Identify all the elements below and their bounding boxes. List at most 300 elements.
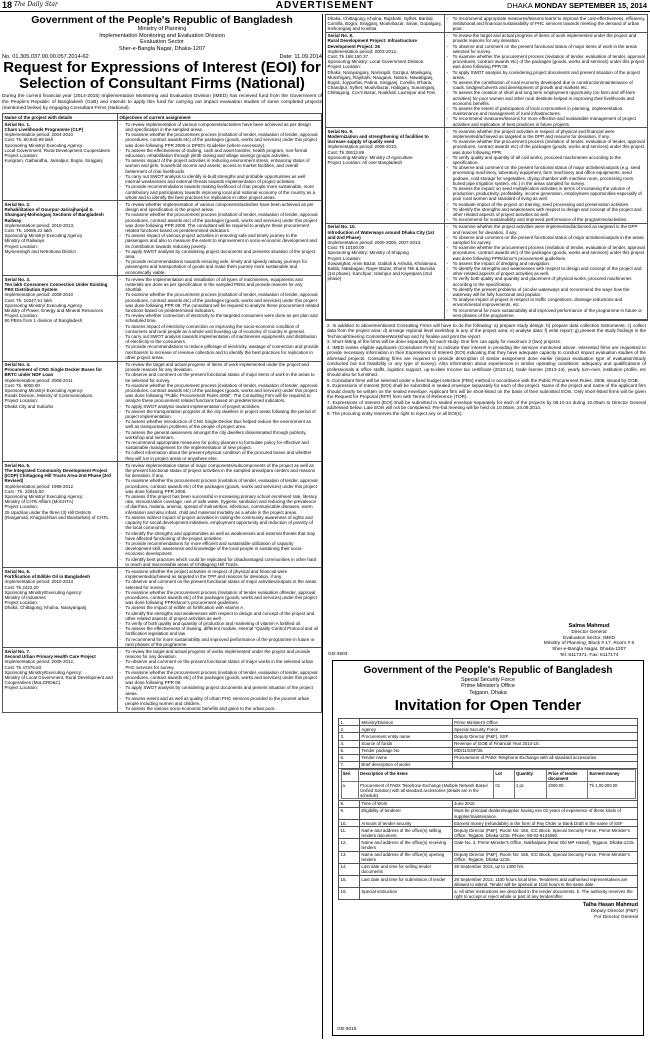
project-detail-line: Sponsoring Ministry/ Executing Agency — [4, 302, 83, 308]
eoi-division: Implementation Monitoring and Evaluation Division — [99, 32, 225, 39]
tender-row — [339, 820, 638, 827]
tender-signature-block — [338, 903, 638, 920]
tender-row — [339, 800, 638, 807]
eoi-note-item: 6. Expressions of Interest (EOI) shall be submitted in sealed envelope separately for each of the project. Name of the project and name of the applicant firm should clearly be written on the sealed envelope. Applicant firm will be short-listed on the basis of their submitted EOIs. Only short-listed firms will be given the Request for Proposal (RFP) form with Terms of Reference (TOR). — [327, 383, 646, 400]
tender-cell: 16. — [339, 888, 360, 900]
project-row — [326, 15, 648, 33]
tender-cell: Deputy Director (P&F), SSF — [452, 733, 637, 740]
eoi-gd-code: GD-3503 — [328, 652, 348, 657]
objective-item: - To observe and comment on the present functional status of major items of work in the areas selected for survey. — [447, 44, 646, 54]
tender-cell: 10. — [339, 820, 360, 827]
project-detail-line: Project Location: — [4, 600, 39, 606]
project-row — [3, 648, 322, 712]
tender-government: Government of the People's Republic of Bangladesh — [363, 665, 613, 676]
objective-item: - To apply SWOT analysis by considering project documents and presents situation of the project area. — [119, 249, 319, 259]
objective-item: - To carry out SWOT analysis towards implementation of machineries equipments and distribution of electricity to the consumers. — [119, 334, 319, 344]
project-details-cell — [326, 15, 445, 33]
tender-items-head-cell: Quantity — [514, 770, 546, 782]
project-detail-line: Dhaka, Chittagong, Khulna, Rajshahi, Sylhet, Barisal, Comilla, Bogra, Sirajganj, Moulvibazar, Savar, Gopalganj, Kishoreganj and Kushtia — [327, 15, 442, 31]
objective-item: - To identify the strengths and weaknesses with respect to design and concept of the project and other related aspects of project activities as well. — [447, 266, 646, 276]
eoi-ref-date: Date: 11.09.2014 — [279, 54, 322, 61]
project-detail-line: Cost: Tk 10100.00 — [327, 245, 365, 251]
tender-cell: Gate No. 4, Prime Minister's Office, Nakhalpara (Near Old MP Hostel), Tejgaon, Dhaka-1215. — [452, 839, 637, 851]
objective-item: - To assess the transportation progress of the city dwellers in project areas following the period of project implementation. — [119, 409, 319, 419]
tender-cell: 12. — [339, 839, 360, 851]
objective-item: - To assess the general awareness amongst the city dwellers disseminated through publicity, workshop and seminars. — [119, 430, 319, 440]
objective-item: - To analyse impact of project in respect to traffic congestions, drainage reductions and environmental improvements, etc. — [447, 297, 646, 307]
project-detail-line: Implementation period: 2000-2005, 2007-2013, — [327, 240, 422, 246]
eoi-signature-block — [534, 624, 644, 659]
project-serial: Serial No. 10. — [327, 224, 356, 230]
tender-row — [339, 726, 638, 733]
project-detail-line: Cost: Tk 30612.89 — [327, 149, 365, 155]
project-detail-line: Implementation period: 2008-2010 — [4, 292, 74, 298]
project-objectives-cell — [117, 201, 321, 276]
tender-items-head-cell: Lot — [494, 770, 515, 782]
eoi-note-item: 8. The procuring entity reserves the right to reject any or all EOI(s). — [327, 410, 463, 416]
project-detail-line: Sponsoring Ministry/ Executing Agency — [4, 233, 83, 239]
project-serial: Serial No. 9. — [327, 128, 354, 134]
objective-item: - To examine whether the procurement process (invitation of tender, evaluation of tender, approval procedures, contract awards etc) of the packages (goods, works and services) under this project was done following PPR/donor's procurement guidelines. — [447, 245, 646, 261]
objective-item: - To identify the strengths and weaknesses with respect to design and concept of the project and other related aspects of project activities as well. — [119, 611, 319, 621]
tender-cell: 28 September 2014, up to 1300 hrs. — [452, 863, 637, 875]
objective-item: - To apply SWOT analysis by considering project documents and present situation of the project areas. — [447, 70, 646, 80]
objective-item: - To identify the strengths and opportunities as well as weaknesses and external threats that may have affected functioning of the project activities. — [119, 531, 319, 541]
tender-row — [339, 827, 638, 839]
tender-cell: Last date and time for submission of tender — [359, 876, 452, 888]
project-objectives-cell — [445, 128, 648, 224]
objective-item: - To identify the present problems of circular waterways and recommend the ways how the waterway will be fully functional and popular. — [447, 287, 646, 297]
objective-item: - To examine whether the procurement process (invitation of tender, evaluation of tender, approval procedures, contract awards etc) of the packages (goods, works and services) under this project was done following PPR 2008 or DPID's Guideline (where necessary). — [119, 132, 319, 148]
project-detail-line: Cost: Tk 2422.20 — [4, 584, 39, 590]
objective-item: - To provide recommendations towards making livelihood of char people more sustainable, more contributory and participatory towards improving local and national economy of the country as a whole and to identify the best practices for replication in other project areas. — [119, 184, 319, 200]
project-detail-line: Implementation period: 2006-2010, — [327, 144, 398, 150]
objective-item: - To provide recommendations to reduce pilferage of electricity, wastage of connection and provide mechanism to increase of revenue collection and to identify the best practices for replication in other project areas. — [119, 344, 319, 360]
project-title: The Integrated Community Development Project (ICDP) Chittagong Hill Tracts Area-2nd Phase (3rd Revised) — [4, 468, 111, 484]
tender-row — [339, 754, 638, 761]
tender-items-head-cell: Earnest money — [588, 770, 635, 782]
project-detail-line: Cost: Tk. 10247.51 lakh — [4, 297, 52, 303]
tender-cell: 8. — [339, 800, 360, 807]
tender-cell: Revenue of GOB of Financial Year 2014-15. — [452, 740, 637, 747]
tender-row — [339, 863, 638, 875]
signatory-line: Evaluation Sector, IMED — [563, 635, 615, 641]
tender-cell: Source of funds — [359, 740, 452, 747]
tender-cell: June 2015 — [452, 800, 637, 807]
project-details-cell — [326, 32, 445, 128]
tender-cell: Prime Minister's Office — [452, 719, 637, 726]
project-details-cell — [326, 223, 445, 319]
project-detail-line: Sponsoring Ministry/Executing Agency: — [4, 669, 83, 675]
eoi-title-line-2: Selection of Consultant Firms (National) — [19, 75, 305, 93]
issue-date: DHAKA MONDAY SEPTEMBER 15, 2014 — [506, 1, 647, 10]
tender-items-cell: 1 pc — [514, 782, 546, 799]
objective-item: - To recommend appropriate measures for policy planners to formulate policy for effective and sustainable management for the implementation of new project. — [119, 440, 319, 450]
tender-row — [339, 719, 638, 726]
objective-item: - To identify the strengths and weaknesses with respect to design and concept of the project and other related aspects of project activities as well. — [447, 207, 646, 217]
project-objectives-cell — [117, 276, 321, 361]
tender-cell: Brief description of works — [359, 761, 452, 768]
project-title: Rural Development Project: Infrastructure Development Project: 26 — [327, 38, 418, 49]
objective-item: - To identify best practices which could be replicated for disadvantaged communities in other hard to reach and inaccessible areas of Chittagong Hill Tracts. — [119, 557, 319, 567]
tender-row — [339, 839, 638, 851]
tender-items-cell: Tk 1,00,000.00 — [588, 782, 635, 799]
tender-table — [338, 718, 638, 900]
project-details-cell — [3, 361, 118, 462]
project-serial: Serial No. 2. — [4, 201, 31, 207]
tender-items-head-cell: Seri — [341, 770, 359, 782]
eoi-government: Government of the People's Republic of Bangladesh — [31, 14, 293, 26]
objective-item: - To assess the effectiveness of training, cash and asset transfer, health program, non-formal education, rehabilitation through plinth raising and village savings groups activities. — [119, 148, 319, 158]
project-row — [3, 276, 322, 361]
tender-cell: 11. — [339, 827, 360, 839]
project-detail-line: Sponsoring Ministry: Local Government Division. — [327, 59, 425, 65]
tender-cell: 6. — [339, 754, 360, 761]
tender-row — [339, 747, 638, 754]
tender-items-cell: a. — [341, 782, 359, 799]
tender-cell: 5. — [339, 747, 360, 754]
project-serial: Serial No. 3. — [4, 276, 31, 282]
signatory-line: Ministry of Planning, Block # 17, Room # 6 — [543, 641, 635, 647]
tender-cell: 3. — [339, 733, 360, 740]
tender-signatory-name: Talha Hasan Mahmud — [582, 902, 638, 909]
tender-signatory-for: For Director General — [594, 914, 638, 920]
tender-cell: Procurement entity name — [359, 733, 452, 740]
objective-item: - To assess the impact of edible oil fortification with vitamin A. — [119, 605, 319, 610]
tender-row — [339, 807, 638, 819]
tender-cell: Procurement of PABX Telephone Exchange with all standard accessories — [452, 754, 637, 761]
tender-items-head-cell: Price of tender document — [547, 770, 588, 782]
tender-cell: Deputy Director (P&F), Room No: 166, ICC Block, Special Security Force, Prime Minister's Office, Tejgaon, Dhaka-1215. — [452, 851, 637, 863]
project-detail-line: Implementation period: 2010-2013, — [4, 222, 75, 228]
tender-cell: Eligibility of tenderer — [359, 807, 452, 819]
objective-item: - To assess extent and as well as quality of urban PHC services provided to the poorest urban people including women and children. — [119, 696, 319, 706]
tender-title: Invitation for Open Tender — [394, 697, 582, 715]
tender-cell: Tender package No — [359, 747, 452, 754]
project-serial: Serial No. 4. — [4, 362, 31, 367]
tender-cell: 13. — [339, 851, 360, 863]
objective-item: - To assess impact of the project activities in reducing environment stress, enhancing status of women and girls, household income and assets, access to market facilities, and overall betterment of char livelihoods. — [119, 158, 319, 174]
page-number: 18 — [2, 0, 13, 10]
project-detail-line: Implementation period: 2005-2012, — [4, 659, 75, 665]
project-details-cell — [3, 462, 118, 568]
project-detail-line: Project Location: — [4, 153, 39, 159]
signatory-line: Director General — [571, 629, 607, 635]
project-detail-line: Cost: Tk. 60,840.99 lakh — [4, 137, 54, 143]
project-detail-line: Ministry of CHTs Affairs (MoCHTA) — [4, 499, 74, 505]
tender-signatory-title: Deputy Director (P&F) — [590, 909, 638, 915]
project-objectives-cell — [445, 15, 648, 33]
project-detail-line: Sponsoring Ministry/ Executing Agency: — [4, 494, 84, 500]
eoi-notes — [325, 320, 648, 419]
tender-items-cell: 2000.00 — [547, 782, 588, 799]
tender-items-row — [339, 768, 638, 800]
project-detail-line: Cost: Tk. 19086.22 lakh — [4, 227, 52, 233]
tender-items-table — [341, 769, 636, 799]
project-detail-line: Implementation period: 2008-2011 — [4, 377, 73, 383]
project-detail-line: Implementation period: 2004-2010 — [4, 132, 74, 138]
objective-item: - To examine whether the procurement process (invitation of tender, evaluation of tender, approval procedures, contract awards etc) of the packages (goods, works and services) under this project was done following "Public Procurement Rules 2008". The Consulting Firm will be required to analyze these procurement related functions based on predetermined indicators. — [119, 383, 319, 404]
project-detail-line: Sponsoring Ministry: Ministry of Agriculture — [327, 154, 413, 160]
objective-item: - To collect information about the present physical condition of the procured buses and whether they will run in project areas or anywhere else. — [119, 450, 319, 460]
project-detail-line: Project Location: All over Bangladesh — [327, 159, 403, 165]
tender-row — [339, 761, 638, 768]
project-row — [326, 223, 648, 319]
project-detail-line: Project Location: — [4, 504, 39, 510]
objective-item: - To apply SWOT analysis by considering project documents and present situation of the project areas. — [119, 685, 319, 695]
tender-gd-code: GD-3019 — [337, 1027, 357, 1032]
project-detail-line: Cost: Tk 47376.63 — [4, 664, 42, 670]
masthead — [0, 0, 650, 12]
signatory-name: Salma Mahmud — [568, 623, 610, 629]
tender-cell: 9. — [339, 807, 360, 819]
project-detail-line: 25 Upazilas under the three (3) Hill Districts (Rangamati, Khagrachhari and Bandarban) of CHTs. — [4, 509, 110, 520]
tender-row — [339, 733, 638, 740]
project-details-cell — [3, 648, 118, 712]
tender-items-head-cell: Description of the items — [359, 770, 494, 782]
tender-cell: Last date and time for selling tender documents — [359, 863, 452, 875]
objective-item: - To assess the effectiveness of training, different module, internal "Quality Control Protocol and oil fortification legislation and law. — [119, 626, 319, 636]
signatory-line: Tel: 8117371, Fax: 8117174 — [559, 652, 619, 658]
objective-item: - To observe and comment on the present functional status of major activities/outputs (e.g. seed processing machinery, laboratory equipment, farm machinery and office equipments, seed godown, cold storage for vegetables, drying chamber with machine room, processing room, buried pipe irrigation system, etc.) in the areas sampled for survey. — [447, 165, 646, 186]
project-detail-line: Project Location: — [327, 64, 362, 70]
objective-item: - To verify both quality and quantity and placement of physical works, procured machineries according to the specification. — [447, 276, 646, 286]
project-detail-line: Cost: Tk 168,150.37 — [327, 53, 368, 59]
project-serial: Serial No. 8. — [327, 33, 354, 39]
objective-item: - To assess impact of electricity connection on improving the socio-economic condition of consumers and rural people as a whole and boosting up of economy of country in general. — [119, 324, 319, 334]
project-detail-line: Project Location: — [4, 398, 39, 404]
objective-item: - To assess if the project has been successful in increasing primary school enrolment rate, literacy rate, immunization coverage, use of safe water, hygienic sanitation and reducing the prevalence of diarrhea, malaria, anemia, spread of malnutrition, infectious, communicable diseases, worm infestation and also infant, child and maternal mortality as a whole in the project areas. — [119, 494, 319, 515]
project-detail-line: Project Location: — [4, 313, 39, 319]
tender-cell — [452, 761, 637, 768]
project-details-cell — [326, 128, 445, 224]
objective-item: - To recommend appropriate measures/lessons learnt to improve the cost-effectiveness, efficiency, institutional and financial sustainability of PHC services towards meeting the demand of urban poor. — [447, 16, 646, 32]
objective-item: - To examine whether the procurement process (Invitation of tender evaluation offender, approval procedures, contract awards etc) of the packages (goods, works and services) under this project was done following PPR/donor's procurement guidelines. — [119, 590, 319, 606]
tender-row — [339, 876, 638, 888]
objective-item: - To examine whether the procurement process (invitation of tender, evaluation of tender, approval procedures, contract awards etc) of the packages (goods, works and services) under this project was done following PPR 08. — [119, 670, 319, 686]
objective-item: - To review the target and actual progress of works implemented under the project and provide reasons for any deviation. — [119, 649, 319, 659]
objective-item: - To apply SWOT analysis toward implementation of project activities. — [119, 404, 319, 409]
project-detail-line: Dhaka, Narayanganj, Narsingdi, Gazipur, Manikganj, Munshiganj, Rajshahi, Naogaon, Natore, Nawabganj, Bogra, Joypurhat, Pabna, Sirajganj, Comilla, B'baria, Chandpur, Sylhet, Moulvibazar, Habiganj, Sunamganj, Chittagong, Cox's Bazar, Noakhali, Laxmipur and Feni — [327, 69, 436, 96]
tender-cell: Name and address of the office(s) opening tenders — [359, 851, 452, 863]
project-detail-line: Sponsoring Ministry/ Executing Agency: — [4, 388, 84, 394]
project-title: Ten lakh Consumers Connection Under Existing PBS Distribution System — [4, 281, 108, 293]
project-details-cell — [3, 276, 118, 361]
project-row — [3, 361, 322, 462]
objective-item: - To examine whether the project activities in respect of physical and financial were implemented/achieved as targeted in the TPP and reasons for deviation, if any. — [119, 569, 319, 579]
project-title: Rehabilitation of Gourpur-Jarirajhanjail & Shamganj-Mohonganj Sections of Bangladesh Railway — [4, 207, 104, 223]
project-title: Modernization and strengthening of facilities to increase supply of quality seed — [327, 133, 429, 145]
project-detail-line: Roads Division, Ministry of Communications. — [4, 393, 94, 399]
objective-item: - To verify quality and quantity of all civil works, procured machineries according to the specification. — [447, 155, 646, 165]
project-detail-line: Cost : Tk. 22915.00 — [4, 488, 44, 494]
tender-items-cell: 01 — [494, 782, 515, 799]
project-objectives-cell — [445, 32, 648, 128]
objective-item: - To assess indirect impact of project activities in raising the community awareness of rights and capacity for social development initiatives, employment opportunity and reduction of poverty of the local community. — [119, 515, 319, 531]
tender-cell: 2. — [339, 726, 360, 733]
project-details-cell — [3, 121, 118, 201]
project-serial: Serial No. 5. — [4, 462, 31, 468]
project-title: Chars Livelihoods Programme (CLP) — [4, 127, 84, 133]
eoi-ministry: Ministry of Planning — [137, 26, 187, 32]
objective-item: - To review the target and actual progress of items of work implemented under the project and provide reasons for any deviation. — [447, 33, 646, 43]
project-detail-line: Dhaka City and Suburbs — [4, 403, 54, 409]
signatory-line: Sher-e-Bangla Nagar, Dhaka-1207 — [552, 647, 626, 653]
objective-item: - To assess the extent of participation of local communities in planning, implementation, maintenance and management of rural infrastructures. — [447, 106, 646, 116]
project-serial: Serial No. 1. — [4, 121, 31, 127]
col-objectives: Objectives of current assignment — [117, 114, 321, 121]
objective-item: - To review whether implementation of various components/activities have been achieved as per design and specification in the project areas. — [119, 202, 319, 212]
project-detail-line: Local Government, Rural Development Cooperatives — [4, 147, 111, 153]
objective-item: - To examine whether the project activities were implemented/achieved as targeted in the DPP and reasons for deviation, if any. — [447, 224, 646, 234]
eoi-address: Sher-e-Bangla Nagar, Dhaka-1207 — [118, 45, 206, 52]
project-detail-line: Ministry of Power, Energy and Mineral Resources — [4, 307, 104, 313]
eoi-intro: During the current financial year (2014-2015) Implementation Monitoring and Evaluation Division (IMED) has received fund from the Government of the People's Republic of Bangladesh (GoB) and intends to apply this fund for carrying out impact evaluation studies of some completed projects (mentioned below) by engaging Consultant Firms (National). — [2, 94, 322, 111]
tender-cell: 29 September 2014, 1100 hours local time. Tenderers and authorised representatives are allowed to attend. Tender will be opened at 1115 hours in the same date. — [452, 876, 637, 888]
tender-cell: Must be principal dealers/supplier having min 02 years of experience of these kinds of supplier/maintenance. — [452, 807, 637, 819]
project-title: Fortification of Edible Oil in Bangladesh — [4, 574, 91, 580]
tender-row — [339, 888, 638, 900]
project-row — [3, 201, 322, 276]
objective-item: - To observe and comment on the present functional status of major activities/outputs in the areas sampled for survey. — [447, 235, 646, 245]
objective-item: - To examine whether the procurement process (invitation of tender, evaluation of tender, approval procedures, contract awards etc) of the packages (goods, works and services) under this project was done following PPR 2008. — [119, 478, 319, 494]
project-objectives-cell — [117, 361, 321, 462]
objective-item: - To review the implementation and installation of all types of machineries, equipments and materials are done as per specification in the sampled PBSs and provide reasons for any shortfall. — [119, 277, 319, 293]
project-detail-line: Ministry of Industries — [4, 594, 46, 600]
eoi-note-item: 4. IMED invites eligible applicants (Consultant Firms) to indicate their interest in providing the services mentioned above. Interested firms are requested to provide necessary information in their Expressions of Interest (EOI) indicating that they have adequate capacity to conduct impact evaluation studies of the aforesaid projects. Consulting firms are required to provide description of similar assignment done earlier (impact evaluation type of evaluation/study conducted but not feasibility or any type of survey). Also information about experiences in similar operating conditions; adequacy and qualifications of professionals & office staffs, logistics support, up-to-date Income tax certificate (2013-14), trade license (2013-14), yearly turn-over, institution profile, etc should also be furnished. — [327, 344, 646, 378]
project-serial: Serial No. 6. — [4, 568, 31, 574]
objective-item: - To review implementation of various components/activities have been achieved as per design and specification in the sampled areas. — [119, 122, 319, 132]
tender-office-line-2: Prime Minister's Office — [461, 683, 515, 690]
tender-cell: Amount of tender security — [359, 820, 452, 827]
tender-cell: 4. — [339, 740, 360, 747]
eoi-left-column — [2, 14, 323, 1039]
eoi-note-item: 7. Expressions of Interest (EOI) shall be submitted in sealed envelope separately for each of the projects by 08.10.14 during 10.00am to Director General addressed below. Late EOIs will not be considered. Pre-bid meeting will be held on 10.00am, 24.09.2014. — [327, 399, 646, 411]
tender-cell: Earnest money (refundable) in the form of Pay Order or Bank Draft in the name of SSF — [452, 820, 637, 827]
tender-items-row-1 — [341, 782, 635, 799]
tender-cell: 15. — [339, 876, 360, 888]
tender-cell: a. All other instructions are described in the tender documents. b. The authority reserves the right to accept or reject whole or part of any tender/offer. — [452, 888, 637, 900]
objective-item: - To examine whether the procurement process (invitation of tender, evaluation of tender, approval procedures, contract awards etc) of the packages (goods, works and services) under this project was done following PPR 2008. The consultant will be required to analyze these procurement related functions based on predetermined indicators. — [119, 212, 319, 233]
objective-item: - To observe and comment on the present functional status of major works in the selected urban PHC services for survey. — [119, 659, 319, 669]
project-detail-line: Project Location: — [327, 255, 362, 261]
tender-cell: Name and address of the office(s) selling tenders document — [359, 827, 452, 839]
objective-item: - To recommend for sustainability and improved performance of the programme/activities. — [447, 217, 646, 222]
objective-item: - To carry out SWOT analysis to identify in-built strengths and probable opportunities as well internal weaknesses and external threats towards implementation of project activities. — [119, 174, 319, 184]
tender-notice — [332, 660, 644, 1036]
project-detail-line: Implementation period: 2010-2013 — [4, 579, 74, 585]
project-detail-line: Cost: Tk. 9000.00 — [4, 382, 40, 388]
eoi-ref-number: No. 01.305.037.00.00.057.2014-62 — [2, 54, 89, 61]
project-objectives-cell — [117, 462, 321, 568]
objective-item: - To recommend measures/lessons for more effective and sustainable management of project activities and replication of best practices in future projects. — [447, 116, 646, 126]
objective-item: - To recommend for more sustainability and improved performance of the programme in future or next phases of the programme. — [119, 637, 319, 647]
project-row — [326, 128, 648, 224]
project-row — [3, 568, 322, 648]
project-detail-line: Mymensingh and Netrokona District — [4, 248, 76, 254]
eoi-note-item: 2. In addition to abovementioned Consulting Firms will have to do the following: a) prepare study design; b) prepare data collection instruments; c) collect data from the project area; d) arrange regional level workshop in any of the project area; e) analyse data; f) write report; g) present the study findings in the Technical/Steering Committee/Workshop and h) finalise and print the report. — [327, 322, 646, 339]
tender-cell: Special Security Force — [452, 726, 637, 733]
tender-cell: Agency — [359, 726, 452, 733]
tender-items-cell — [339, 768, 638, 800]
project-detail-line: Sponsoring Ministry/ Executing Agency — [4, 142, 83, 148]
project-detail-line: Ministry of Railways — [4, 238, 45, 244]
objective-item: - To examine whether the procurement process (invitation of tender, evaluation of tender, approval procedures, contract awards etc) of the packages (goods, works and services) under this project was done following PPR 08. The consultant will be required to analyze these procurement related functions based on predetermined indicators. — [119, 292, 319, 313]
eoi-projects-table-right — [325, 14, 648, 320]
tender-cell: Deputy Director (P&F), Room No: 166, ICC Block, Special Security Force, Prime Minister's Office, Tejgaon, Dhaka-1215. Phone: 88-02-9134060. — [452, 827, 637, 839]
eoi-note-item: 5. Consultant firms will be selected under a fixed budget selection (FBS) method in accordance with the Public Procurement Rules, 2008, issued by GOB. — [327, 377, 640, 383]
project-detail-line: Sowarighat, Amin Bazar, Gabtoli & Ashulia, Kholamura, Balda, Natabagan, Rayer Bazar, Shonir Tek & Buruilia (1st phase), Kanchpur, Islampur and Kayetpara (2nd phase) — [327, 260, 438, 282]
objective-item: - To assess the various socio-economic benefits and gains to the urban poor. — [119, 706, 319, 711]
objective-item: - To recommend for more sustainability and improved performance of the programme in future or next phases of the programme. — [447, 308, 646, 318]
tender-items-head — [341, 770, 635, 782]
project-row — [3, 121, 322, 201]
project-objectives-cell — [445, 223, 648, 319]
tender-cell: MD/11/SSF/26 — [452, 747, 637, 754]
objective-item: - To assess impact of various project activities in ensuring safe and timely journey to the passengers and also to measure the extent to improvement in socio-economic development and its contribution towards reducing poverty. — [119, 233, 319, 249]
eoi-right-column — [325, 14, 648, 664]
tender-cell: Time of Work — [359, 800, 452, 807]
eoi-projects-table-left — [2, 113, 322, 713]
project-objectives-cell — [117, 648, 321, 712]
tender-office-line-1: Special Security Force — [461, 677, 515, 683]
project-row — [3, 462, 322, 568]
project-detail-line: Implementation period: 1998-2012 — [4, 483, 74, 489]
objective-item: - To assess the creation of short and long term employment opportunity (on farm and off-farm activities) for poor women and other rural destitute helped in improving their livelihoods and economic benefits. — [447, 90, 646, 106]
objective-item: - To observe and comment on the present functional status of major items of work in the areas to be selected for survey. — [119, 372, 319, 382]
tender-cell: Special instruction — [359, 888, 452, 900]
objective-item: - To evaluate impact of the project on training, seed processing and preservation activities. — [447, 202, 646, 207]
project-row — [326, 32, 648, 128]
project-title: Second Urban Primary Health Care Project — [4, 654, 96, 660]
project-serial: Serial No. 7. — [4, 648, 31, 654]
eoi-note-item: 3. Short-listing of the firms will be done separately for each study. One firm can apply for maximum 2 (two) projects. — [327, 339, 562, 345]
project-detail-line: Project Location: — [4, 685, 39, 691]
project-details-cell — [3, 568, 118, 648]
tender-cell: Tender name — [359, 754, 452, 761]
objective-item: - To assess the impact on seed multiplication activities in terms of increasing the volume of production, productivity, profitability, income generation, employment opportunities especially of poor rural women and standard of living as well. — [447, 186, 646, 202]
tender-row — [339, 740, 638, 747]
tender-cell: 14. — [339, 863, 360, 875]
objective-item: - To review the target and actual progress of items of work implemented under the project and provide reasons for any deviation. — [119, 362, 319, 372]
eoi-title-line-1: Request for Expressions of Interest (EOI) for — [3, 59, 321, 77]
tender-row — [339, 851, 638, 863]
objective-item: - To assess the impact of dredging and navigation. — [447, 261, 646, 266]
objective-item: - To review whether connection of electricity to the targeted consumers were done as per plan and scheduled time. — [119, 313, 319, 323]
objective-item: - To verify of both quality and quantity of production and marketing of vitamin A fortified oil. — [119, 621, 319, 626]
project-details-cell — [3, 201, 118, 276]
project-title: Procurement of CNG Single Decker Buses for BRTC under NDF Loan — [4, 367, 103, 378]
objective-item: - To examine whether the project activities in respect of physical and financial were implemented/achieved as targeted in the DPP and reasons for deviation, if any. — [447, 129, 646, 139]
tender-office-line-3: Tejgaon, Dhaka — [469, 689, 507, 696]
objective-item: - To provide recommendations for more efficient and sustainable utilization of capacity development skill, awareness and knowledge of the local people in sustaining their socio-economic development. — [119, 541, 319, 557]
project-detail-line: Ministry of Local Government, Rural Development and Cooperatives (MoLGRD&C) — [4, 674, 113, 686]
project-detail-line: Dhaka, Chittagong, Khulna, Narayanganj — [4, 605, 87, 611]
objective-item: - To examine whether the procurement process (invitation of tender, evaluation of tender, approval procedures, contract awards etc) of the packages (goods, works and services) under this project was done following PPR. — [447, 139, 646, 155]
project-detail-line: Sponsoring Ministry/Executing Agency: — [4, 589, 83, 595]
tender-cell: 7. — [339, 761, 360, 768]
project-detail-line: Implementation period: 2003-2012, — [327, 48, 398, 54]
eoi-sector: Evaluation Sector — [140, 39, 184, 46]
project-detail-line: Kurigram, Gaibandha, Jamalpur, Bogra, Sirajganj — [4, 158, 103, 164]
project-objectives-cell — [117, 121, 321, 201]
tender-cell: Ministry/Division — [359, 719, 452, 726]
project-objectives-cell — [117, 568, 321, 648]
objective-item: - To assess whether introduction of CNG Single Decker Bus helped reduce the environment as well as transportation problems of the people of project area. — [119, 419, 319, 429]
tender-cell: 1. — [339, 719, 360, 726]
objective-item: - To review implementation status of major components/subcomponents of the project as well as the present functional status of project activities in the sampled areas/para centers and reasons for deviation, if any. — [119, 463, 319, 479]
newspaper-name: The Daily Star — [14, 1, 58, 8]
